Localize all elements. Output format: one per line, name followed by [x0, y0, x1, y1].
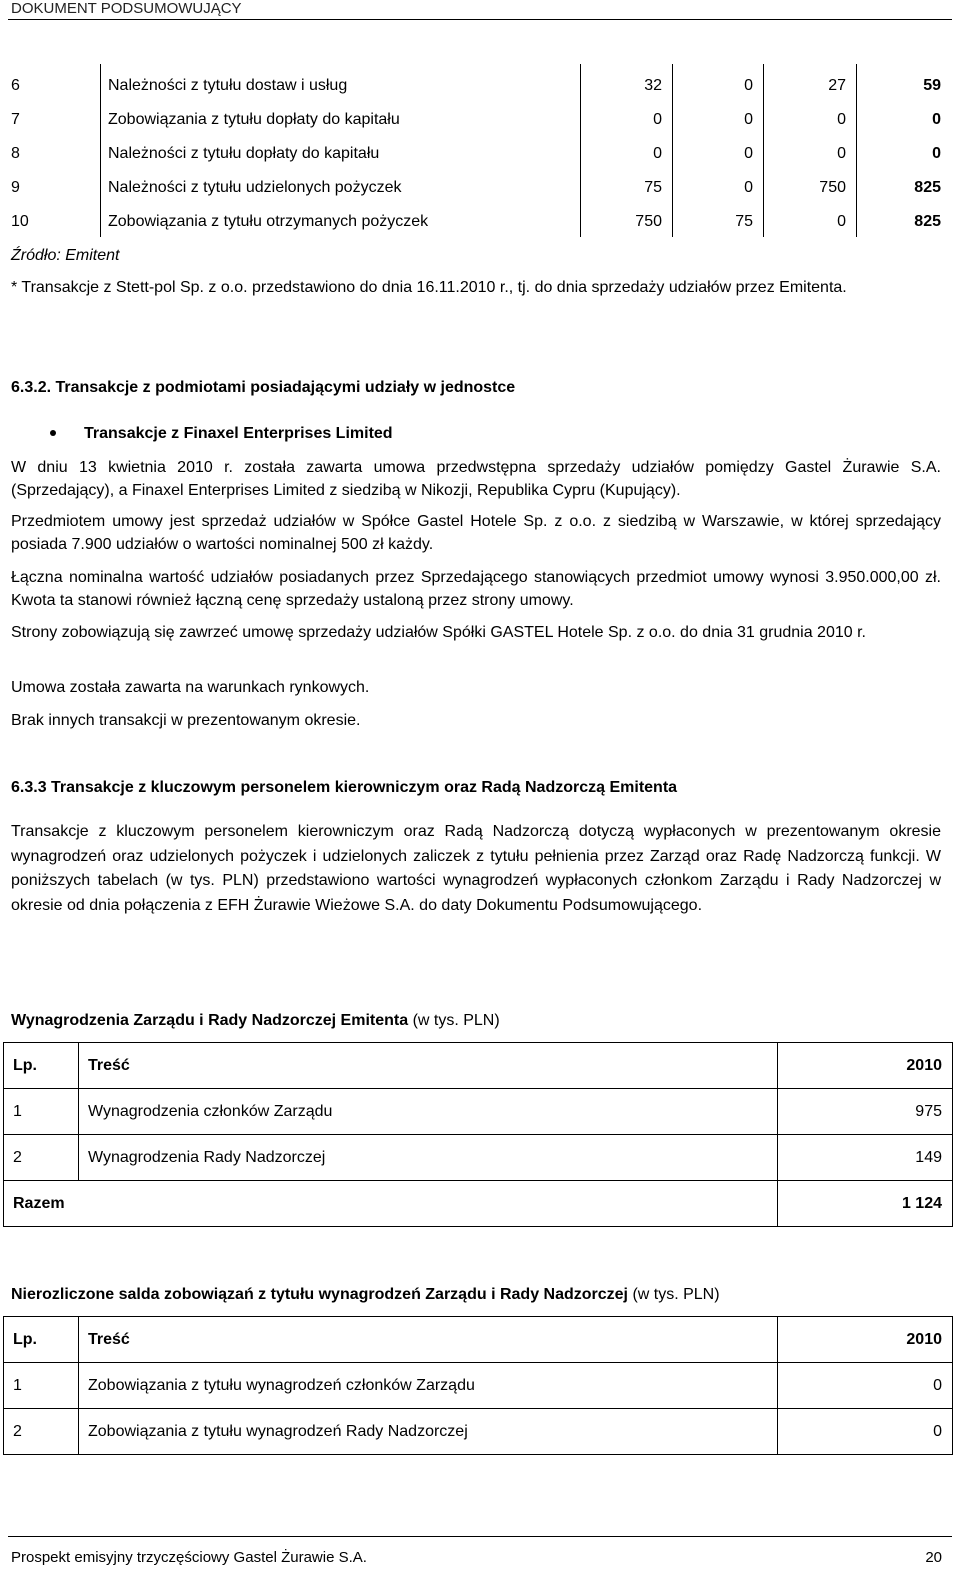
financial-table: [3, 69, 951, 239]
row-description: Zobowiązania z tytułu otrzymanych pożyczek: [108, 213, 429, 230]
table-row: [3, 171, 951, 205]
row-description: Wynagrodzenia Rady Nadzorczej: [79, 1135, 778, 1181]
document-header: DOKUMENT PODSUMOWUJĄCY: [11, 0, 242, 17]
value-cell: 0: [778, 1409, 953, 1455]
footer-divider: [8, 1536, 952, 1537]
table-title-unit: (w tys. PLN): [628, 1286, 720, 1303]
value-cell: 32: [644, 77, 662, 94]
table-row: [4, 1363, 953, 1409]
table-row: [4, 1089, 953, 1135]
table-row: [4, 1409, 953, 1455]
value-cell: 0: [837, 213, 846, 230]
header-divider: [8, 19, 952, 20]
table-title: [11, 1283, 941, 1306]
table-title-bold: Nierozliczone salda zobowiązań z tytułu wynagrodzeń Zarządu i Rady Nadzorczej: [11, 1286, 628, 1303]
value-cell: 0: [653, 145, 662, 162]
value-cell: 0: [837, 145, 846, 162]
table-row: [3, 69, 951, 103]
section-heading-633: 6.3.3 Transakcje z kluczowym personelem kierowniczym oraz Radą Nadzorczą Emitenta: [11, 779, 678, 796]
row-number: 7: [11, 111, 20, 128]
row-number: 2: [4, 1409, 79, 1455]
paragraph: Brak innych transakcji w prezentowanym okresie.: [11, 712, 361, 729]
total-label: Razem: [4, 1181, 778, 1227]
paragraph: Umowa została zawarta na warunkach rynkowych.: [11, 679, 370, 696]
bullet-icon: [50, 430, 56, 436]
row-number: 6: [11, 77, 20, 94]
row-description: Wynagrodzenia członków Zarządu: [79, 1089, 778, 1135]
unpaid-balances-table: [3, 1316, 953, 1455]
col-header-year: 2010: [778, 1043, 953, 1089]
total-cell: 0: [932, 145, 941, 162]
row-number: 1: [4, 1089, 79, 1135]
col-header-year: 2010: [778, 1317, 953, 1363]
value-cell: 75: [644, 179, 662, 196]
value-cell: 975: [778, 1089, 953, 1135]
row-description: Zobowiązania z tytułu wynagrodzeń członków Zarządu: [79, 1363, 778, 1409]
bullet-title: Transakcje z Finaxel Enterprises Limited: [84, 425, 393, 442]
table-title-bold: Wynagrodzenia Zarządu i Rady Nadzorczej Emitenta: [11, 1012, 409, 1029]
source-note: Źródło: Emitent: [11, 247, 120, 264]
table-row: [3, 137, 951, 171]
paragraph: Transakcje z kluczowym personelem kierowniczym oraz Radą Nadzorczą dotyczą wypłaconych w prezentowanym okresie wynagrodzeń oraz udzielonych pożyczek i udzielonych zaliczek z tytułu pełnienia przez Zarząd oraz Radę Nadzorczą funkcji. W poniższych tabelach (w tys. PLN) przedstawiono wartości wynagrodzeń wypłaconych członkom Zarządu i Rady Nadzorczej w okresie od dnia połączenia z EFH Żurawie Wieżowe S.A. do daty Dokumentu Podsumowującego.: [11, 823, 941, 914]
row-number: 9: [11, 179, 20, 196]
total-cell: 59: [923, 77, 941, 94]
row-description: Zobowiązania z tytułu wynagrodzeń Rady Nadzorczej: [79, 1409, 778, 1455]
footer-title: Prospekt emisyjny trzyczęściowy Gastel Żurawie S.A.: [11, 1549, 367, 1566]
value-cell: 0: [744, 179, 753, 196]
footnote: * Transakcje z Stett-pol Sp. z o.o. przedstawiono do dnia 16.11.2010 r., tj. do dnia sprzedaży udziałów przez Emitenta.: [11, 279, 847, 296]
row-description: Należności z tytułu udzielonych pożyczek: [108, 179, 402, 196]
remuneration-table: [3, 1042, 953, 1227]
col-header-desc: Treść: [79, 1317, 778, 1363]
value-cell: 0: [744, 145, 753, 162]
value-cell: 750: [635, 213, 662, 230]
value-cell: 750: [819, 179, 846, 196]
section-heading-632: 6.3.2. Transakcje z podmiotami posiadającymi udziały w jednostce: [11, 379, 516, 396]
value-cell: 0: [744, 111, 753, 128]
table-title: [11, 1009, 941, 1032]
value-cell: 0: [778, 1363, 953, 1409]
table-row: [4, 1135, 953, 1181]
table-row: [3, 103, 951, 137]
col-header-lp: Lp.: [4, 1043, 79, 1089]
row-description: Należności z tytułu dopłaty do kapitału: [108, 145, 380, 162]
table-row: [3, 205, 951, 239]
paragraph: Przedmiotem umowy jest sprzedaż udziałów w Spółce Gastel Hotele Sp. z o.o. z siedzibą w Warszawie, w której sprzedający posiada 7.900 udziałów o wartości nominalnej 500 zł każdy.: [11, 513, 941, 553]
paragraph: Strony zobowiązują się zawrzeć umowę sprzedaży udziałów Spółki GASTEL Hotele Sp. z o.o. do dnia 31 grudnia 2010 r.: [11, 624, 866, 641]
value-cell: 0: [744, 77, 753, 94]
page-number: 20: [925, 1549, 942, 1566]
table-total-row: [4, 1181, 953, 1227]
total-cell: 0: [932, 111, 941, 128]
value-cell: 27: [828, 77, 846, 94]
value-cell: 0: [837, 111, 846, 128]
row-description: Należności z tytułu dostaw i usług: [108, 77, 348, 94]
paragraph: W dniu 13 kwietnia 2010 r. została zawarta umowa przedwstępna sprzedaży udziałów pomiędzy Gastel Żurawie S.A. (Sprzedający), a Finaxel Enterprises Limited z siedzibą w Nikozji, Republika Cypru (Kupujący).: [11, 459, 941, 499]
paragraph: Łączna nominalna wartość udziałów posiadanych przez Sprzedającego stanowiących przedmiot umowy wynosi 3.950.000,00 zł. Kwota ta stanowi również łączną cenę sprzedaży ustaloną przez strony umowy.: [11, 569, 941, 609]
value-cell: 149: [778, 1135, 953, 1181]
table-header-row: [4, 1043, 953, 1089]
total-value: 1 124: [778, 1181, 953, 1227]
col-header-lp: Lp.: [4, 1317, 79, 1363]
row-number: 2: [4, 1135, 79, 1181]
value-cell: 0: [653, 111, 662, 128]
row-number: 1: [4, 1363, 79, 1409]
table-header-row: [4, 1317, 953, 1363]
value-cell: 75: [735, 213, 753, 230]
col-header-desc: Treść: [79, 1043, 778, 1089]
row-description: Zobowiązania z tytułu dopłaty do kapitału: [108, 111, 400, 128]
row-number: 10: [11, 213, 29, 230]
total-cell: 825: [914, 179, 941, 196]
row-number: 8: [11, 145, 20, 162]
total-cell: 825: [914, 213, 941, 230]
table-title-unit: (w tys. PLN): [408, 1012, 500, 1029]
